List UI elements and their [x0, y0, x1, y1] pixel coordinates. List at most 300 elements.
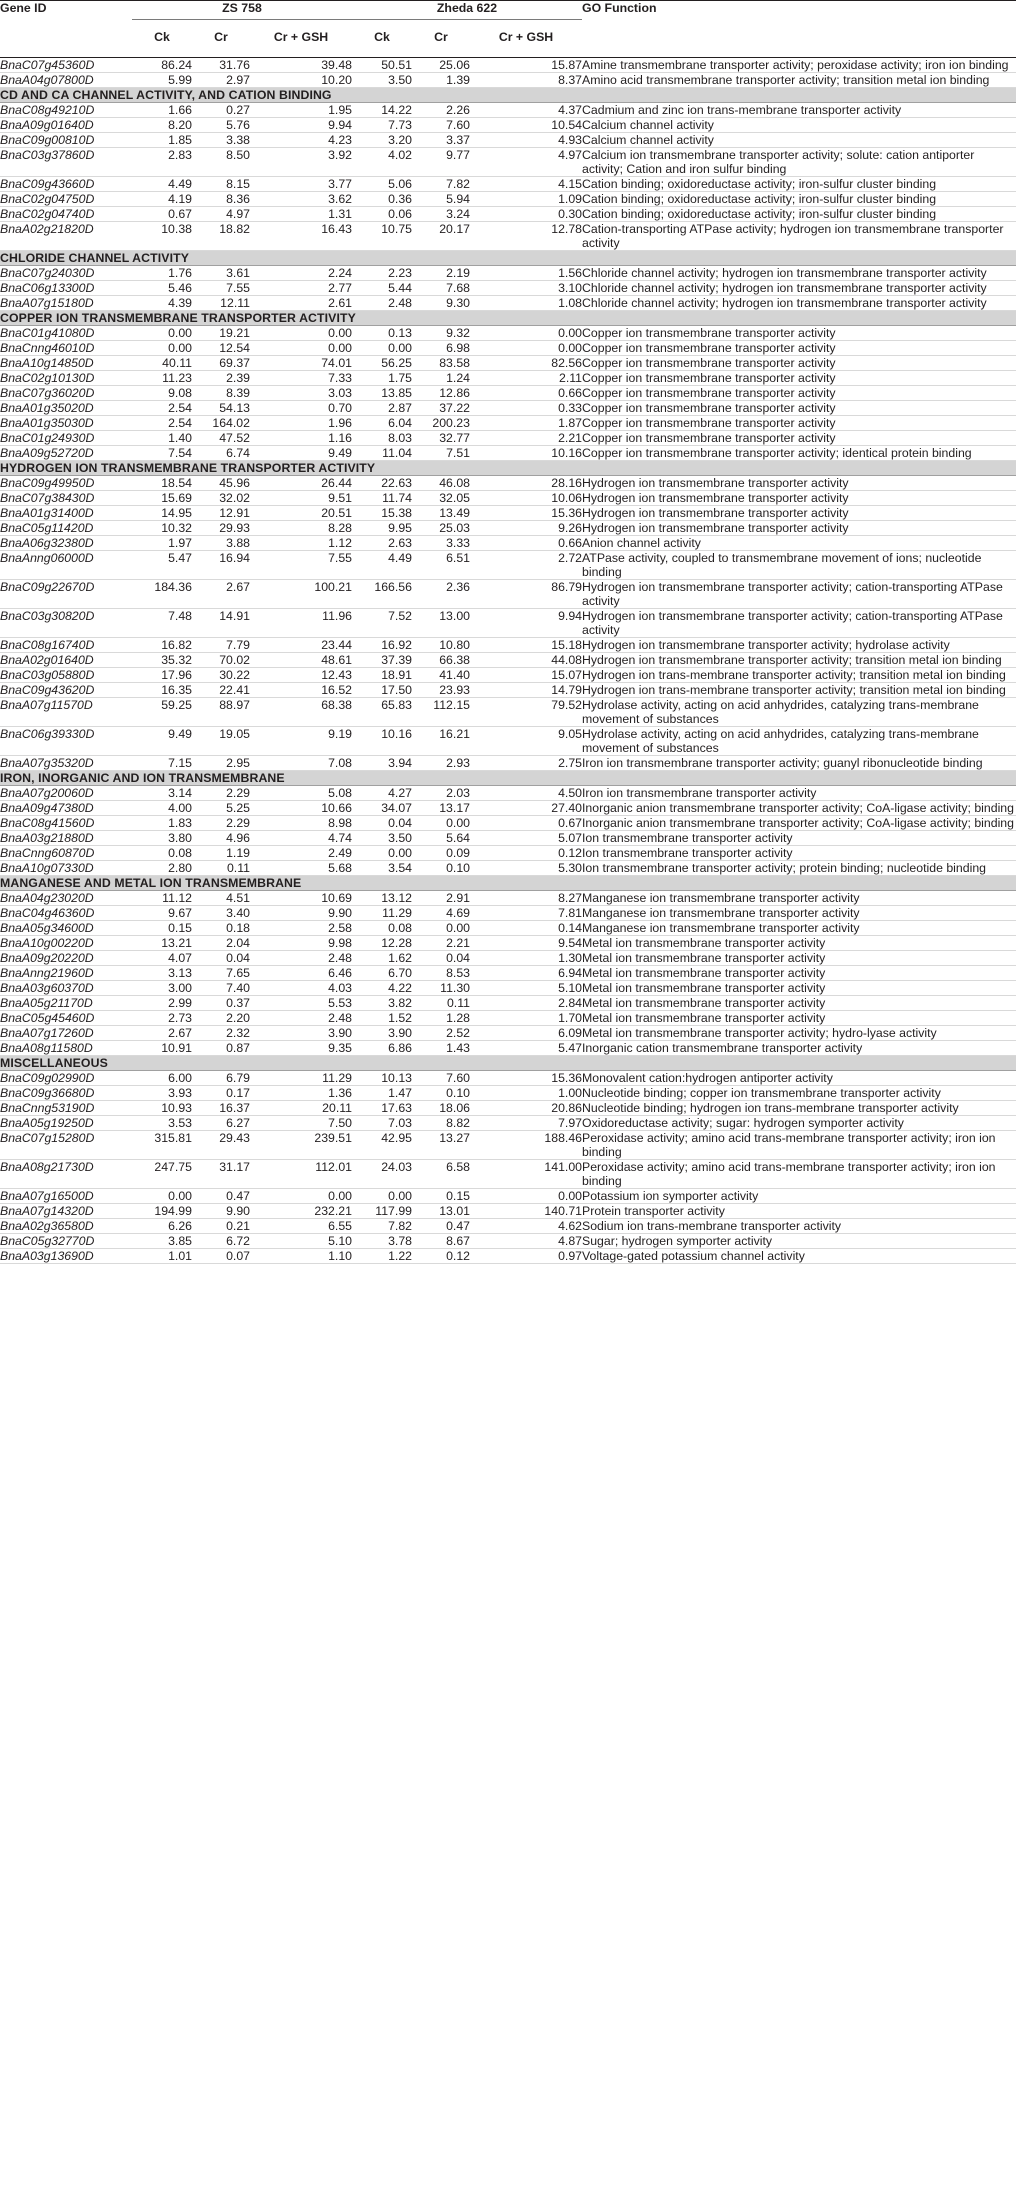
value-cell: 7.65 [192, 966, 250, 981]
value-cell: 12.78 [470, 222, 582, 251]
value-cell: 3.54 [352, 861, 412, 876]
value-cell: 4.00 [132, 801, 192, 816]
value-cell: 0.00 [470, 1189, 582, 1204]
value-cell: 0.12 [412, 1249, 470, 1264]
value-cell: 9.19 [250, 727, 352, 756]
value-cell: 5.47 [132, 551, 192, 580]
value-cell: 6.74 [192, 446, 250, 461]
value-cell: 1.01 [132, 1249, 192, 1264]
value-cell: 10.20 [250, 73, 352, 88]
value-cell: 69.37 [192, 356, 250, 371]
value-cell: 46.08 [412, 476, 470, 491]
value-cell: 2.19 [412, 266, 470, 281]
value-cell: 4.19 [132, 192, 192, 207]
table-row [0, 727, 1016, 756]
value-cell: 2.21 [470, 431, 582, 446]
value-cell: 12.43 [250, 668, 352, 683]
value-cell: 10.69 [250, 891, 352, 906]
value-cell: 18.06 [412, 1101, 470, 1116]
value-cell: 11.74 [352, 491, 412, 506]
value-cell: 6.58 [412, 1160, 470, 1189]
value-cell: 8.28 [250, 521, 352, 536]
value-cell: 5.06 [352, 177, 412, 192]
value-cell: 35.32 [132, 653, 192, 668]
value-cell: 3.24 [412, 207, 470, 222]
value-cell: 47.52 [192, 431, 250, 446]
value-cell: 17.63 [352, 1101, 412, 1116]
value-cell: 8.15 [192, 177, 250, 192]
value-cell: 5.99 [132, 73, 192, 88]
gene-id-cell: BnaC03g37860D [0, 148, 132, 177]
value-cell: 18.82 [192, 222, 250, 251]
value-cell: 13.27 [412, 1131, 470, 1160]
gene-id-cell: BnaA07g11570D [0, 698, 132, 727]
table-row [0, 1234, 1016, 1249]
value-cell: 7.51 [412, 446, 470, 461]
header-sub-cr-1: Cr [192, 30, 250, 58]
value-cell: 7.68 [412, 281, 470, 296]
gene-id-cell: BnaA02g01640D [0, 653, 132, 668]
value-cell: 27.40 [470, 801, 582, 816]
value-cell: 0.00 [352, 846, 412, 861]
value-cell: 5.30 [470, 861, 582, 876]
value-cell: 30.22 [192, 668, 250, 683]
go-function-cell: Metal ion transmembrane transporter activity [582, 966, 1016, 981]
value-cell: 9.94 [470, 609, 582, 638]
gene-id-cell: BnaC05g11420D [0, 521, 132, 536]
value-cell: 22.41 [192, 683, 250, 698]
go-function-cell: Nucleotide binding; hydrogen ion trans-membrane transporter activity [582, 1101, 1016, 1116]
value-cell: 1.24 [412, 371, 470, 386]
value-cell: 0.97 [470, 1249, 582, 1264]
value-cell: 12.28 [352, 936, 412, 951]
table-row [0, 401, 1016, 416]
value-cell: 6.55 [250, 1219, 352, 1234]
value-cell: 0.00 [412, 816, 470, 831]
value-cell: 3.50 [352, 831, 412, 846]
value-cell: 83.58 [412, 356, 470, 371]
value-cell: 23.93 [412, 683, 470, 698]
value-cell: 1.95 [250, 103, 352, 118]
value-cell: 7.03 [352, 1116, 412, 1131]
table-row [0, 148, 1016, 177]
table-row [0, 756, 1016, 771]
section-header [0, 876, 1016, 891]
table-row [0, 491, 1016, 506]
value-cell: 5.94 [412, 192, 470, 207]
value-cell: 0.00 [352, 341, 412, 356]
value-cell: 6.09 [470, 1026, 582, 1041]
value-cell: 2.95 [192, 756, 250, 771]
table-row [0, 831, 1016, 846]
gene-id-cell: BnaA04g07800D [0, 73, 132, 88]
section-header [0, 771, 1016, 786]
value-cell: 40.11 [132, 356, 192, 371]
value-cell: 32.77 [412, 431, 470, 446]
gene-id-cell: BnaA09g01640D [0, 118, 132, 133]
go-function-cell: Sodium ion trans-membrane transporter activity [582, 1219, 1016, 1234]
gene-id-cell: BnaA10g00220D [0, 936, 132, 951]
go-function-cell: Sugar; hydrogen symporter activity [582, 1234, 1016, 1249]
value-cell: 7.73 [352, 118, 412, 133]
value-cell: 3.77 [250, 177, 352, 192]
go-function-cell: Metal ion transmembrane transporter activity [582, 936, 1016, 951]
value-cell: 4.51 [192, 891, 250, 906]
value-cell: 10.80 [412, 638, 470, 653]
go-function-cell: Manganese ion transmembrane transporter activity [582, 891, 1016, 906]
value-cell: 0.00 [132, 326, 192, 341]
gene-id-cell: BnaC03g05880D [0, 668, 132, 683]
value-cell: 9.35 [250, 1041, 352, 1056]
table-row [0, 966, 1016, 981]
value-cell: 8.36 [192, 192, 250, 207]
value-cell: 2.29 [192, 786, 250, 801]
value-cell: 6.51 [412, 551, 470, 580]
value-cell: 17.50 [352, 683, 412, 698]
value-cell: 26.44 [250, 476, 352, 491]
value-cell: 2.48 [352, 296, 412, 311]
value-cell: 15.07 [470, 668, 582, 683]
value-cell: 9.30 [412, 296, 470, 311]
go-function-cell: Nucleotide binding; copper ion transmembrane transporter activity [582, 1086, 1016, 1101]
value-cell: 0.06 [352, 207, 412, 222]
gene-id-cell: BnaC07g36020D [0, 386, 132, 401]
value-cell: 88.97 [192, 698, 250, 727]
value-cell: 16.92 [352, 638, 412, 653]
value-cell: 11.96 [250, 609, 352, 638]
go-function-cell: Hydrogen ion transmembrane transporter activity; transition metal ion binding [582, 653, 1016, 668]
table-row [0, 1041, 1016, 1056]
table-row [0, 981, 1016, 996]
value-cell: 112.01 [250, 1160, 352, 1189]
gene-id-cell: BnaC03g30820D [0, 609, 132, 638]
value-cell: 2.04 [192, 936, 250, 951]
value-cell: 0.18 [192, 921, 250, 936]
value-cell: 2.32 [192, 1026, 250, 1041]
gene-id-cell: BnaC06g39330D [0, 727, 132, 756]
value-cell: 16.37 [192, 1101, 250, 1116]
value-cell: 140.71 [470, 1204, 582, 1219]
go-function-cell: Peroxidase activity; amino acid trans-membrane transporter activity; iron ion binding [582, 1160, 1016, 1189]
value-cell: 4.23 [250, 133, 352, 148]
value-cell: 10.91 [132, 1041, 192, 1056]
value-cell: 0.00 [470, 326, 582, 341]
header-sub-crgsh-1: Cr + GSH [250, 30, 352, 58]
value-cell: 10.93 [132, 1101, 192, 1116]
value-cell: 1.40 [132, 431, 192, 446]
value-cell: 15.87 [470, 58, 582, 73]
table-row [0, 177, 1016, 192]
value-cell: 6.72 [192, 1234, 250, 1249]
table-row [0, 341, 1016, 356]
value-cell: 0.47 [192, 1189, 250, 1204]
value-cell: 1.62 [352, 951, 412, 966]
value-cell: 50.51 [352, 58, 412, 73]
gene-id-cell: BnaAnng21960D [0, 966, 132, 981]
gene-id-cell: BnaC01g24930D [0, 431, 132, 446]
table-row [0, 996, 1016, 1011]
table-row [0, 1116, 1016, 1131]
value-cell: 18.91 [352, 668, 412, 683]
value-cell: 11.30 [412, 981, 470, 996]
table-row [0, 861, 1016, 876]
value-cell: 7.82 [412, 177, 470, 192]
table-row [0, 476, 1016, 491]
value-cell: 1.19 [192, 846, 250, 861]
section-header [0, 311, 1016, 326]
value-cell: 239.51 [250, 1131, 352, 1160]
go-function-cell: Metal ion transmembrane transporter activity [582, 951, 1016, 966]
gene-id-cell: BnaC09g43660D [0, 177, 132, 192]
value-cell: 9.54 [470, 936, 582, 951]
gene-id-cell: BnaC05g32770D [0, 1234, 132, 1249]
value-cell: 194.99 [132, 1204, 192, 1219]
value-cell: 7.50 [250, 1116, 352, 1131]
value-cell: 4.49 [132, 177, 192, 192]
go-function-cell: Hydrogen ion transmembrane transporter activity; cation-transporting ATPase activity [582, 580, 1016, 609]
value-cell: 2.11 [470, 371, 582, 386]
value-cell: 20.17 [412, 222, 470, 251]
table-row [0, 58, 1016, 73]
value-cell: 0.37 [192, 996, 250, 1011]
value-cell: 1.85 [132, 133, 192, 148]
gene-id-cell: BnaC07g45360D [0, 58, 132, 73]
value-cell: 9.26 [470, 521, 582, 536]
header-row-groups [0, 1, 1016, 30]
value-cell: 8.37 [470, 73, 582, 88]
go-function-cell: Copper ion transmembrane transporter activity; identical protein binding [582, 446, 1016, 461]
table-row [0, 1086, 1016, 1101]
go-function-cell: Protein transporter activity [582, 1204, 1016, 1219]
value-cell: 9.49 [250, 446, 352, 461]
go-function-cell: Hydrogen ion trans-membrane transporter activity; transition metal ion binding [582, 683, 1016, 698]
gene-id-cell: BnaA07g20060D [0, 786, 132, 801]
value-cell: 2.20 [192, 1011, 250, 1026]
value-cell: 7.82 [352, 1219, 412, 1234]
go-function-cell: Hydrogen ion transmembrane transporter activity; hydrolase activity [582, 638, 1016, 653]
go-function-cell: Oxidoreductase activity; sugar: hydrogen symporter activity [582, 1116, 1016, 1131]
value-cell: 6.00 [132, 1071, 192, 1086]
value-cell: 6.27 [192, 1116, 250, 1131]
go-function-cell: Hydrolase activity, acting on acid anhydrides, catalyzing trans-membrane movement of substances [582, 727, 1016, 756]
section-header [0, 1056, 1016, 1071]
table-row [0, 1219, 1016, 1234]
value-cell: 3.40 [192, 906, 250, 921]
section-title: MISCELLANEOUS [0, 1056, 1016, 1071]
go-function-cell: Hydrogen ion transmembrane transporter activity [582, 506, 1016, 521]
value-cell: 14.22 [352, 103, 412, 118]
value-cell: 5.47 [470, 1041, 582, 1056]
value-cell: 86.24 [132, 58, 192, 73]
value-cell: 16.52 [250, 683, 352, 698]
value-cell: 2.93 [412, 756, 470, 771]
table-row [0, 73, 1016, 88]
value-cell: 6.26 [132, 1219, 192, 1234]
value-cell: 9.08 [132, 386, 192, 401]
gene-id-cell: BnaA01g35030D [0, 416, 132, 431]
value-cell: 117.99 [352, 1204, 412, 1219]
value-cell: 28.16 [470, 476, 582, 491]
value-cell: 8.39 [192, 386, 250, 401]
value-cell: 2.67 [192, 580, 250, 609]
table-row [0, 698, 1016, 727]
value-cell: 5.64 [412, 831, 470, 846]
value-cell: 0.67 [132, 207, 192, 222]
value-cell: 3.62 [250, 192, 352, 207]
value-cell: 79.52 [470, 698, 582, 727]
value-cell: 3.00 [132, 981, 192, 996]
value-cell: 2.26 [412, 103, 470, 118]
value-cell: 41.40 [412, 668, 470, 683]
value-cell: 32.05 [412, 491, 470, 506]
value-cell: 12.11 [192, 296, 250, 311]
value-cell: 0.15 [412, 1189, 470, 1204]
value-cell: 0.70 [250, 401, 352, 416]
value-cell: 4.02 [352, 148, 412, 177]
value-cell: 12.54 [192, 341, 250, 356]
table-row [0, 281, 1016, 296]
table-row [0, 103, 1016, 118]
value-cell: 0.00 [132, 341, 192, 356]
gene-id-cell: BnaA05g34600D [0, 921, 132, 936]
value-cell: 6.98 [412, 341, 470, 356]
go-function-cell: Cadmium and zinc ion trans-membrane transporter activity [582, 103, 1016, 118]
value-cell: 0.27 [192, 103, 250, 118]
gene-id-cell: BnaC08g41560D [0, 816, 132, 831]
gene-id-cell: BnaA02g21820D [0, 222, 132, 251]
value-cell: 9.95 [352, 521, 412, 536]
table-row [0, 386, 1016, 401]
gene-id-cell: BnaA08g11580D [0, 1041, 132, 1056]
value-cell: 15.38 [352, 506, 412, 521]
go-function-cell: Metal ion transmembrane transporter activity; hydro-lyase activity [582, 1026, 1016, 1041]
table-row [0, 921, 1016, 936]
value-cell: 22.63 [352, 476, 412, 491]
section-header [0, 461, 1016, 476]
gene-id-cell: BnaA05g19250D [0, 1116, 132, 1131]
value-cell: 9.90 [250, 906, 352, 921]
value-cell: 12.91 [192, 506, 250, 521]
value-cell: 17.96 [132, 668, 192, 683]
value-cell: 8.82 [412, 1116, 470, 1131]
value-cell: 59.25 [132, 698, 192, 727]
value-cell: 3.93 [132, 1086, 192, 1101]
value-cell: 82.56 [470, 356, 582, 371]
gene-id-cell: BnaC09g43620D [0, 683, 132, 698]
gene-id-cell: BnaA07g35320D [0, 756, 132, 771]
value-cell: 0.00 [250, 1189, 352, 1204]
header-group-zs758 [132, 1, 352, 30]
value-cell: 2.03 [412, 786, 470, 801]
value-cell: 112.15 [412, 698, 470, 727]
value-cell: 7.79 [192, 638, 250, 653]
value-cell: 25.06 [412, 58, 470, 73]
value-cell: 5.76 [192, 118, 250, 133]
value-cell: 13.85 [352, 386, 412, 401]
gene-id-cell: BnaA10g07330D [0, 861, 132, 876]
value-cell: 18.54 [132, 476, 192, 491]
value-cell: 3.38 [192, 133, 250, 148]
value-cell: 2.75 [470, 756, 582, 771]
value-cell: 7.60 [412, 118, 470, 133]
value-cell: 86.79 [470, 580, 582, 609]
value-cell: 3.88 [192, 536, 250, 551]
value-cell: 11.04 [352, 446, 412, 461]
go-function-cell: Hydrogen ion transmembrane transporter activity [582, 521, 1016, 536]
gene-id-cell: BnaC09g00810D [0, 133, 132, 148]
go-function-cell: Hydrolase activity, acting on acid anhydrides, catalyzing trans-membrane movement of substances [582, 698, 1016, 727]
table-row [0, 668, 1016, 683]
value-cell: 0.07 [192, 1249, 250, 1264]
value-cell: 4.15 [470, 177, 582, 192]
value-cell: 7.81 [470, 906, 582, 921]
value-cell: 11.12 [132, 891, 192, 906]
value-cell: 5.44 [352, 281, 412, 296]
gene-id-cell: BnaC09g36680D [0, 1086, 132, 1101]
value-cell: 7.55 [192, 281, 250, 296]
value-cell: 4.07 [132, 951, 192, 966]
value-cell: 10.66 [250, 801, 352, 816]
value-cell: 3.33 [412, 536, 470, 551]
value-cell: 4.96 [192, 831, 250, 846]
value-cell: 65.83 [352, 698, 412, 727]
header-sub-crgsh-2: Cr + GSH [470, 30, 582, 58]
value-cell: 2.72 [470, 551, 582, 580]
gene-id-cell: BnaCnng46010D [0, 341, 132, 356]
value-cell: 0.30 [470, 207, 582, 222]
value-cell: 3.10 [470, 281, 582, 296]
value-cell: 5.08 [250, 786, 352, 801]
value-cell: 2.36 [412, 580, 470, 609]
value-cell: 1.52 [352, 1011, 412, 1026]
section-title: IRON, INORGANIC AND ION TRANSMEMBRANE [0, 771, 1016, 786]
go-function-cell: Copper ion transmembrane transporter activity [582, 356, 1016, 371]
value-cell: 1.22 [352, 1249, 412, 1264]
gene-id-cell: BnaC07g38430D [0, 491, 132, 506]
value-cell: 188.46 [470, 1131, 582, 1160]
value-cell: 4.27 [352, 786, 412, 801]
value-cell: 3.80 [132, 831, 192, 846]
value-cell: 2.83 [132, 148, 192, 177]
table-row [0, 609, 1016, 638]
go-function-cell: Iron ion transmembrane transporter activity; guanyl ribonucleotide binding [582, 756, 1016, 771]
go-function-cell: Manganese ion transmembrane transporter activity [582, 921, 1016, 936]
header-group-zheda622-label: Zheda 622 [352, 1, 582, 20]
table-row [0, 118, 1016, 133]
value-cell: 9.90 [192, 1204, 250, 1219]
value-cell: 20.86 [470, 1101, 582, 1116]
table-row [0, 951, 1016, 966]
gene-id-cell: BnaC02g10130D [0, 371, 132, 386]
value-cell: 4.22 [352, 981, 412, 996]
value-cell: 1.28 [412, 1011, 470, 1026]
value-cell: 141.00 [470, 1160, 582, 1189]
go-function-cell: Copper ion transmembrane transporter activity [582, 326, 1016, 341]
go-function-cell: Calcium channel activity [582, 133, 1016, 148]
gene-id-cell: BnaA01g35020D [0, 401, 132, 416]
go-function-cell: Manganese ion transmembrane transporter activity [582, 906, 1016, 921]
value-cell: 0.00 [352, 1189, 412, 1204]
gene-id-cell: BnaC01g41080D [0, 326, 132, 341]
value-cell: 8.20 [132, 118, 192, 133]
header-sub-ck-2: Ck [352, 30, 412, 58]
value-cell: 8.53 [412, 966, 470, 981]
value-cell: 1.31 [250, 207, 352, 222]
value-cell: 3.94 [352, 756, 412, 771]
value-cell: 0.15 [132, 921, 192, 936]
table-row [0, 1189, 1016, 1204]
go-function-cell: Cation-transporting ATPase activity; hydrogen ion transmembrane transporter activity [582, 222, 1016, 251]
